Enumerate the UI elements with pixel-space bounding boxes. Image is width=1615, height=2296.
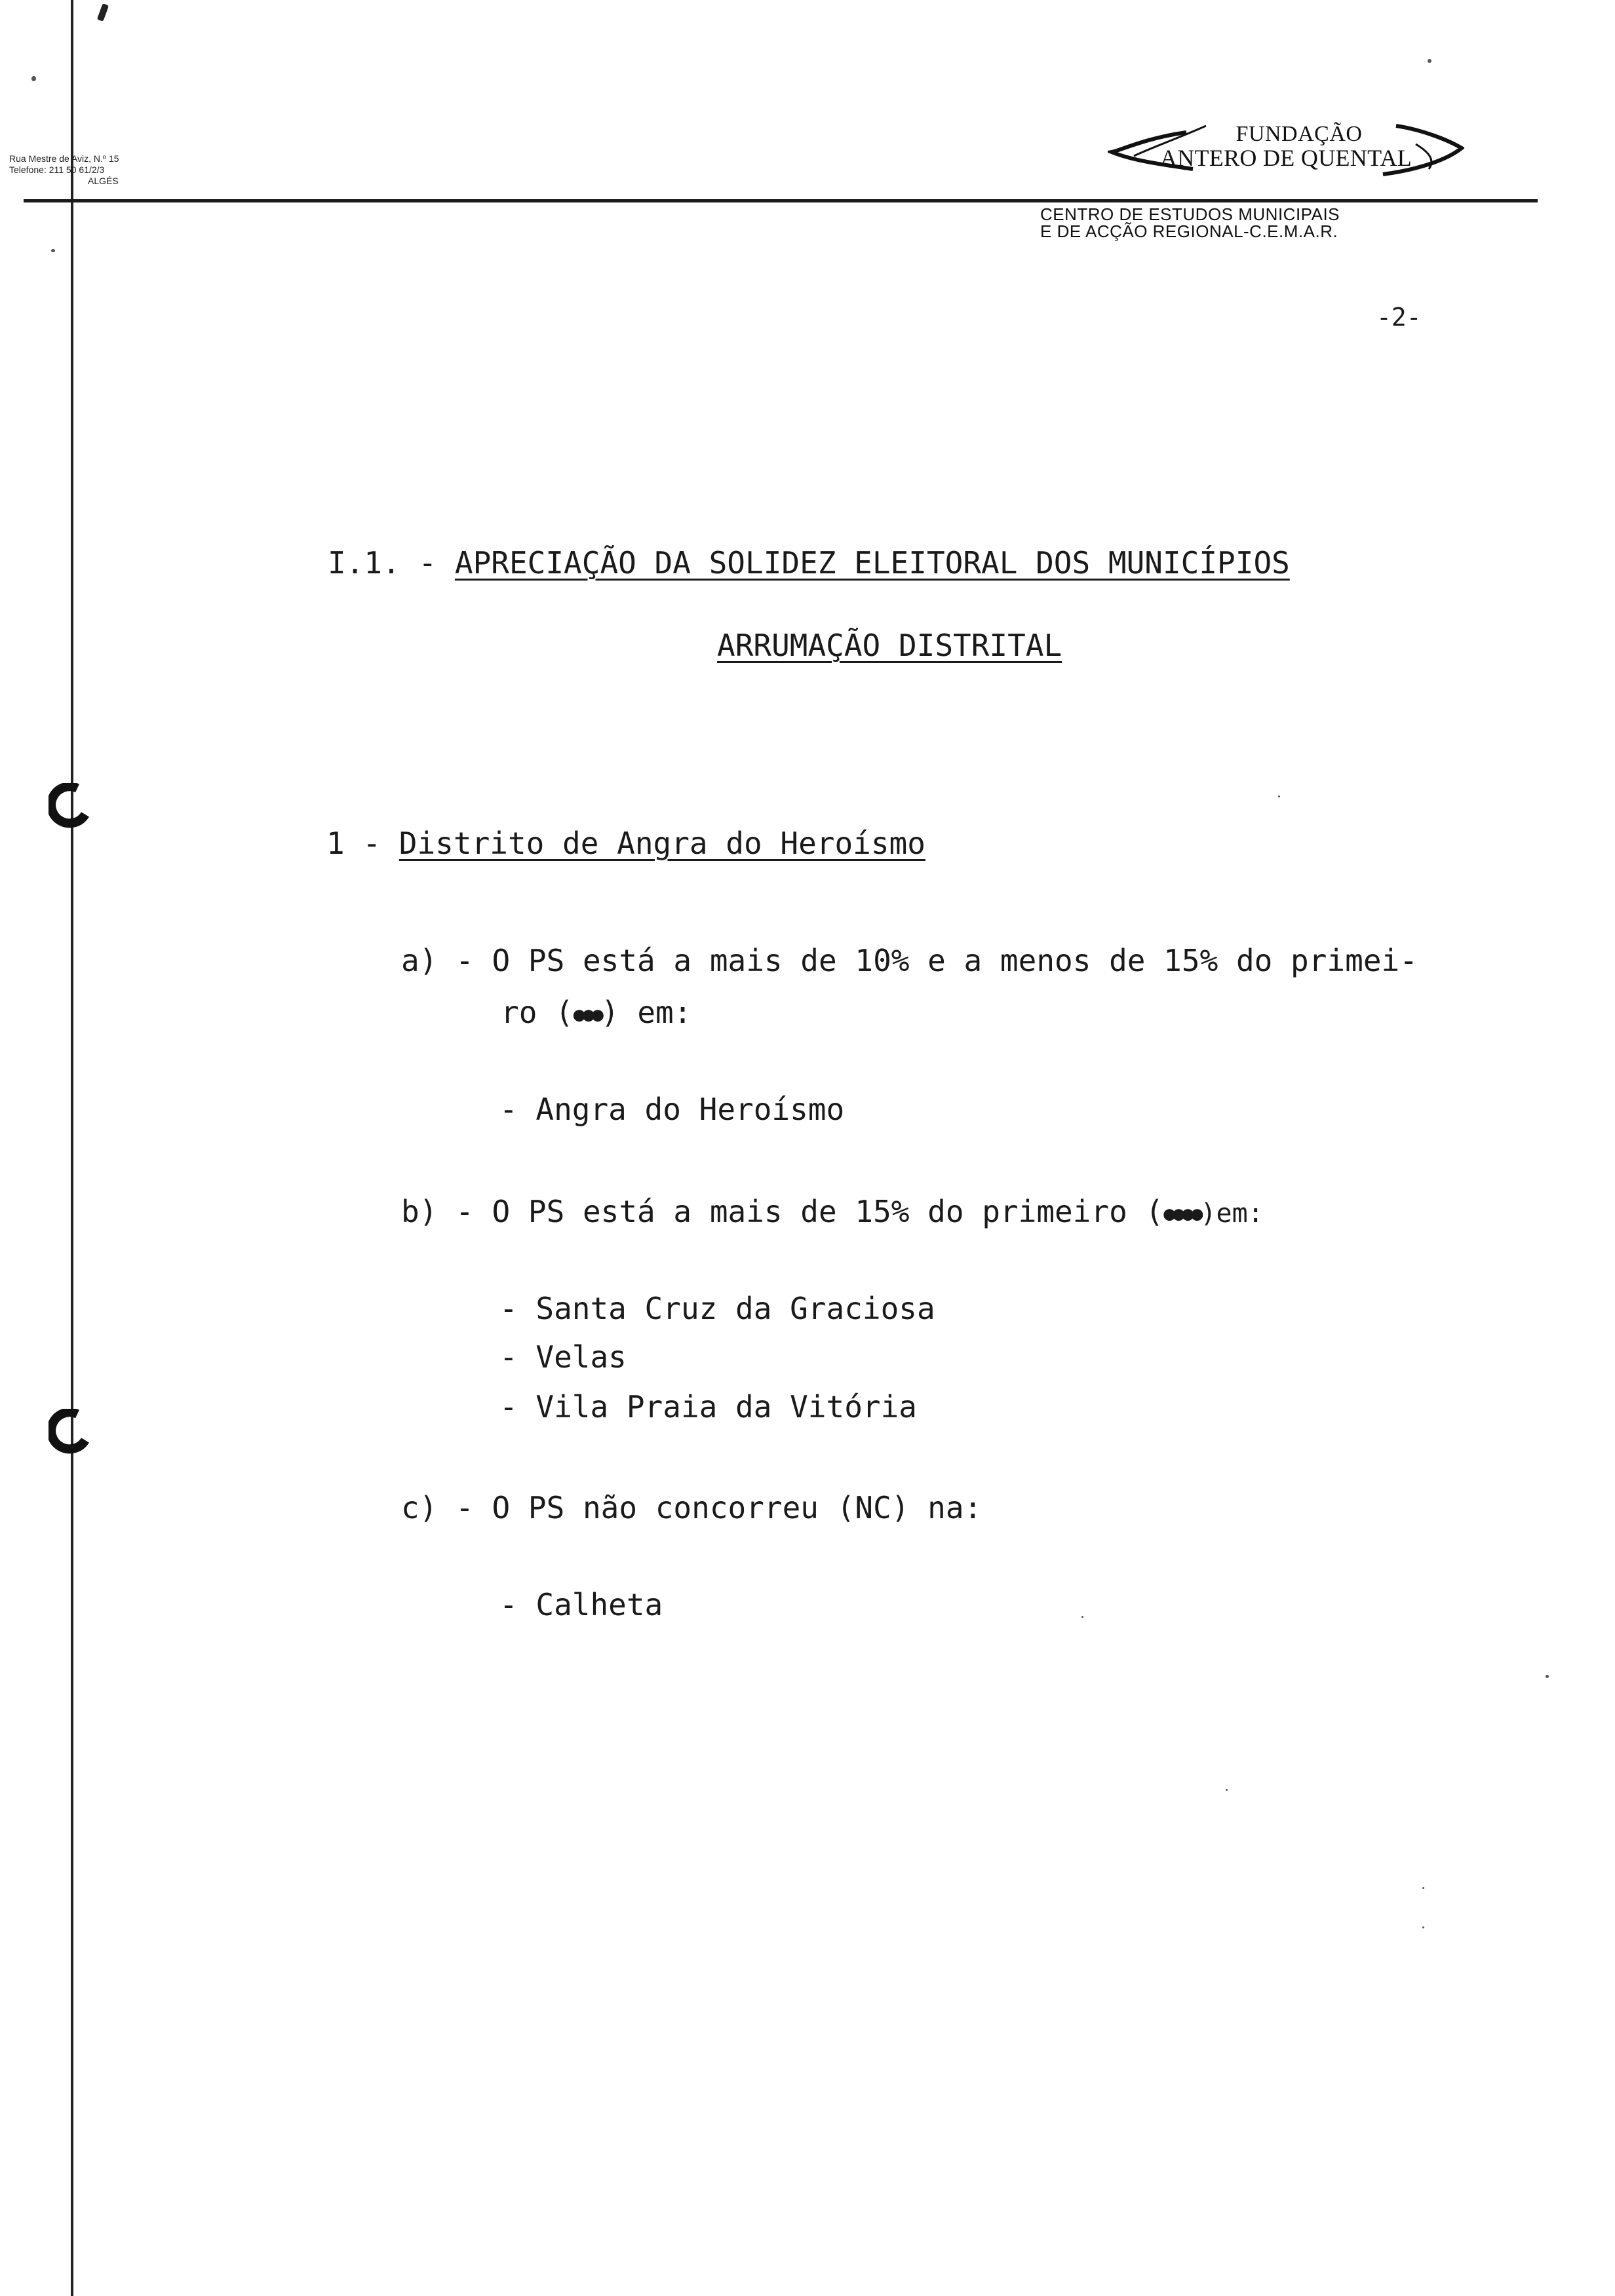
heading-dash: - (418, 545, 437, 581)
section-c-text1: O PS não concorreu (NC) na: (492, 1490, 983, 1525)
heading-number: I.1. (328, 545, 400, 581)
section-b-line1 (401, 1196, 1264, 1227)
address-line: ALGÉS (88, 176, 119, 186)
list-item: - Santa Cruz da Graciosa (499, 1291, 935, 1326)
list-item: - Calheta (499, 1587, 663, 1622)
centro-line1: CENTRO DE ESTUDOS MUNICIPAIS (1040, 204, 1340, 224)
district-number: 1 - (326, 826, 381, 861)
centro-line2: E DE ACÇÃO REGIONAL-C.E.M.A.R. (1040, 221, 1338, 241)
punch-hole-bottom (49, 1409, 90, 1455)
heading-line (328, 545, 1290, 581)
section-a-symbol: ●●● (573, 1003, 601, 1026)
scan-speck (1428, 59, 1431, 63)
section-b-label: b) - (401, 1194, 474, 1229)
logo-line1: FUNDAÇÃO (1236, 122, 1363, 146)
scan-speck (1278, 795, 1280, 797)
page-number: -2- (1376, 303, 1422, 332)
scan-speck (1081, 1616, 1083, 1618)
list-item: - Velas (499, 1339, 627, 1375)
scan-mark (97, 3, 109, 22)
section-b-text2: )em: (1200, 1198, 1264, 1229)
scan-speck (31, 76, 36, 81)
scan-speck (1226, 1789, 1228, 1791)
section-b-symbol: ●●●● (1163, 1202, 1201, 1225)
margin-line (71, 0, 73, 2296)
section-a-label: a) - (401, 943, 474, 978)
section-a-line1 (401, 943, 1418, 978)
section-a-text3: ) em: (600, 995, 692, 1030)
address-line: Rua Mestre de Aviz, N.º 15 (9, 153, 119, 164)
letterhead-rule (24, 199, 1538, 202)
section-a-text1: O PS está a mais de 10% e a menos de 15% do primei- (492, 943, 1418, 978)
logo-line2: ANTERO DE QUENTAL (1159, 145, 1412, 171)
scan-speck (51, 249, 55, 252)
list-item: - Angra do Heroísmo (499, 1092, 845, 1127)
punch-hole-top (49, 783, 90, 829)
section-c-label: c) - (401, 1490, 474, 1525)
foundation-logo (1108, 118, 1464, 178)
scan-speck (1546, 1675, 1549, 1678)
section-a-text2: ro ( (501, 995, 574, 1030)
scan-speck (1422, 1887, 1424, 1889)
letterhead-address (9, 153, 119, 187)
heading-subtitle: ARRUMAÇÃO DISTRITAL (717, 628, 1062, 663)
section-a-line2 (501, 995, 692, 1030)
address-line: Telefone: 211 50 61/2/3 (9, 164, 105, 175)
section-c-line1 (401, 1490, 983, 1525)
list-item: - Vila Praia da Vitória (499, 1389, 917, 1425)
scan-speck (1422, 1926, 1424, 1928)
section-b-text1: O PS está a mais de 15% do primeiro ( (492, 1194, 1164, 1229)
district-name: Distrito de Angra do Heroísmo (399, 826, 925, 861)
heading-title: APRECIAÇÃO DA SOLIDEZ ELEITORAL DOS MUNICÍPIOS (454, 545, 1290, 581)
centro-block (1040, 206, 1340, 240)
district-line (326, 826, 925, 861)
